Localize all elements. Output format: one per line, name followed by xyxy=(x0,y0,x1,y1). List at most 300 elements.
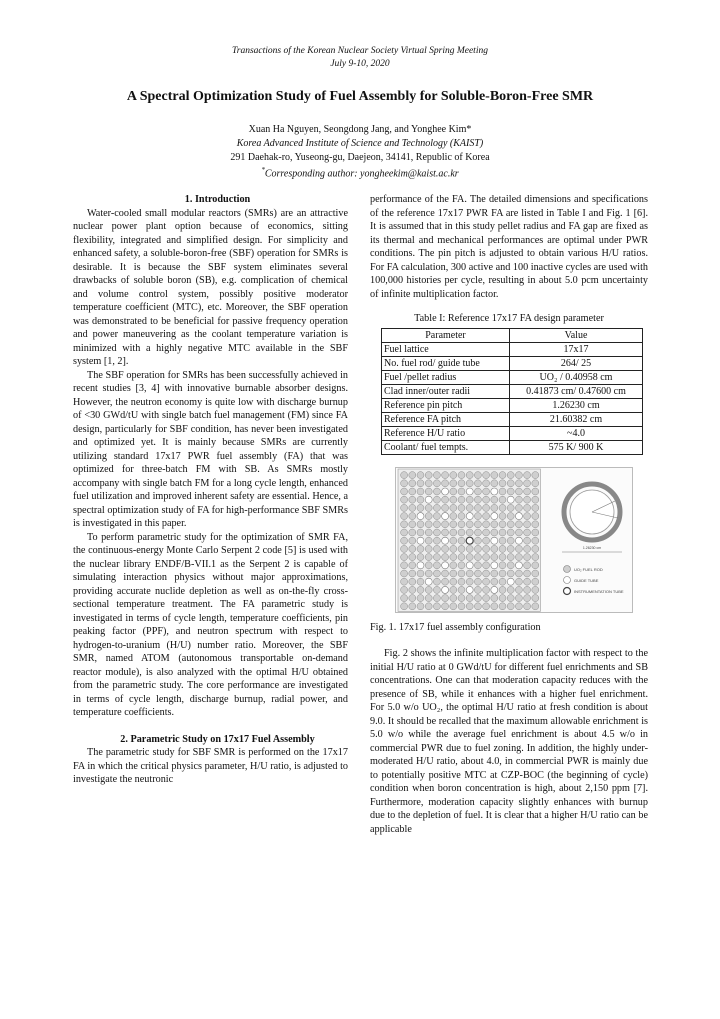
paragraph: The parametric study for SBF SMR is performed on the 17x17 FA in which the critical physics parameter, H/U ratio, is adjusted to investigate the neutronic xyxy=(73,747,348,785)
figure-caption: Fig. 1. 17x17 fuel assembly configuration xyxy=(370,621,541,633)
fuel-rod xyxy=(433,537,440,544)
fuel-rod xyxy=(491,602,498,609)
fuel-rod xyxy=(433,512,440,519)
guide-tube xyxy=(425,578,432,585)
fuel-rod xyxy=(458,471,465,478)
fuel-rod xyxy=(450,594,457,601)
section-heading-introduction: 1. Introduction xyxy=(184,194,251,205)
fuel-rod xyxy=(483,594,490,601)
fuel-rod xyxy=(499,586,506,593)
fuel-rod xyxy=(425,602,432,609)
fuel-rod xyxy=(458,529,465,536)
fuel-rod xyxy=(474,594,481,601)
fuel-rod xyxy=(515,488,522,495)
fuel-rod xyxy=(524,471,531,478)
fuel-rod xyxy=(483,545,490,552)
guide-tube xyxy=(515,512,522,519)
fuel-rod xyxy=(524,586,531,593)
fuel-rod xyxy=(433,496,440,503)
table-caption: Table I: Reference 17x17 FA design parameter xyxy=(414,313,604,324)
fuel-rod xyxy=(425,545,432,552)
fuel-lattice xyxy=(398,469,540,611)
table-row xyxy=(382,440,643,454)
fuel-rod xyxy=(499,471,506,478)
fuel-rod xyxy=(474,512,481,519)
fuel-rod xyxy=(425,553,432,560)
fuel-rod xyxy=(425,570,432,577)
guide-tube xyxy=(507,496,514,503)
fuel-rod xyxy=(450,512,457,519)
fuel-rod xyxy=(450,479,457,486)
fuel-rod xyxy=(532,537,539,544)
section-heading-parametric-study: 2. Parametric Study on 17x17 Fuel Assembly xyxy=(120,733,315,745)
fuel-rod xyxy=(409,488,416,495)
fuel-rod xyxy=(417,471,424,478)
fuel-rod xyxy=(499,570,506,577)
fuel-rod xyxy=(401,570,408,577)
fuel-rod xyxy=(491,471,498,478)
fuel-rod xyxy=(515,553,522,560)
fuel-rod xyxy=(417,488,424,495)
fuel-rod xyxy=(458,545,465,552)
corresponding-author xyxy=(0,166,720,179)
fuel-rod xyxy=(474,496,481,503)
design-parameter-table xyxy=(381,328,643,455)
guide-tube xyxy=(466,488,473,495)
fuel-rod xyxy=(409,537,416,544)
fuel-rod xyxy=(450,570,457,577)
paragraph: Water-cooled small modular reactors (SMRs) are an attractive nuclear power plant option because of economics, sitting flexibility, integrated and simplified design. For simplicity and enhanced safety, a soluble-boron-free (SBF) operation for SMRs is desirable. It is because the SBF system eliminates several drawbacks of soluble boron (SB), e.g. complication of chemical and volume control system, possibly positive moderator temperature coefficient (MTC), etc. Moreover, the SBF operation was demonstrated to be beneficial for passive frequency operation and power maneuvering as the coolant temperature variation is minimized with a highly negative MTC available in the SBF system [1, 2]. xyxy=(73,207,348,367)
fuel-rod xyxy=(483,561,490,568)
fuel-rod xyxy=(466,570,473,577)
fuel-rod xyxy=(524,520,531,527)
fuel-rod xyxy=(499,479,506,486)
fuel-rod xyxy=(425,504,432,511)
corresponding-mark: * xyxy=(261,166,265,174)
fuel-rod xyxy=(491,553,498,560)
fuel-rod xyxy=(466,602,473,609)
fuel-rod xyxy=(507,537,514,544)
pitch-dimension-label: 1.26230 cm xyxy=(582,545,602,550)
fuel-rod xyxy=(483,512,490,519)
paper-title: A Spectral Optimization Study of Fuel Assembly for Soluble-Boron-Free SMR xyxy=(126,89,594,104)
fuel-rod xyxy=(442,602,449,609)
table-cell: Clad inner/outer radii xyxy=(382,384,510,398)
fuel-rod xyxy=(499,537,506,544)
fuel-rod xyxy=(409,496,416,503)
paragraph: Fig. 2 shows the infinite multiplication factor with respect to the initial H/U ratio at 0 GWd/tU for different fuel enrichments and SB concentrations. One can that moderation capacity reduces with the presence of SB, while it enhances with a higher fuel enrichment. For 5.0 w/o UO₂, the optimal H/U ratio at fresh condition is about 9.0. It should be recalled that the maximum allowable enrichment is 5.0 w/o while the average fuel enrichment is about 4.5 w/o in commercial PWR due to fuel zoning. In addition, the highly under-moderated H/U ratio, about 4.0, in commercial PWR is mainly due to potentially positive MTC at CZP-BOC (the beginning of cycle) condition when boron concentration is high, about 2,150 ppm [7]. Furthermore, moderation capacity slightly enhances with burnup due to the depletion of fuel. It is clear that a higher H/U ratio can be applicable xyxy=(370,648,648,835)
fuel-rod xyxy=(458,578,465,585)
fuel-rod xyxy=(458,586,465,593)
fuel-rod xyxy=(458,520,465,527)
fuel-rod xyxy=(466,479,473,486)
journal-date: July 9-10, 2020 xyxy=(330,59,390,69)
fuel-rod xyxy=(474,578,481,585)
fuel-rod xyxy=(442,504,449,511)
fuel-rod xyxy=(515,594,522,601)
guide-tube xyxy=(515,561,522,568)
fuel-rod xyxy=(417,545,424,552)
fuel-rod xyxy=(409,520,416,527)
fuel-rod xyxy=(507,471,514,478)
fuel-rod xyxy=(474,537,481,544)
fuel-rod xyxy=(442,496,449,503)
fuel-rod xyxy=(450,553,457,560)
fuel-rod xyxy=(425,561,432,568)
fuel-rod xyxy=(450,602,457,609)
fuel-rod xyxy=(409,570,416,577)
fuel-rod xyxy=(442,545,449,552)
fuel-rod xyxy=(458,488,465,495)
fuel-rod xyxy=(515,504,522,511)
guide-tube xyxy=(442,512,449,519)
fuel-rod xyxy=(466,471,473,478)
fuel-rod xyxy=(524,479,531,486)
guide-tube xyxy=(466,561,473,568)
fuel-rod xyxy=(491,578,498,585)
fuel-rod xyxy=(401,561,408,568)
fuel-rod xyxy=(433,561,440,568)
fuel-rod xyxy=(524,504,531,511)
fuel-rod-legend-icon xyxy=(564,565,571,572)
fuel-rod xyxy=(401,488,408,495)
guide-tube xyxy=(417,512,424,519)
fuel-rod xyxy=(515,479,522,486)
table-cell: 17x17 xyxy=(510,342,643,356)
fuel-rod xyxy=(425,488,432,495)
fuel-rod xyxy=(466,520,473,527)
fuel-rod xyxy=(515,545,522,552)
fuel-rod xyxy=(507,545,514,552)
table-row xyxy=(382,398,643,412)
table-row xyxy=(382,384,643,398)
fuel-rod xyxy=(532,594,539,601)
fuel-rod xyxy=(425,529,432,536)
fuel-rod xyxy=(425,512,432,519)
fuel-rod xyxy=(524,602,531,609)
guide-tube xyxy=(442,586,449,593)
guide-tube xyxy=(491,537,498,544)
guide-tube xyxy=(491,488,498,495)
table-cell: Reference FA pitch xyxy=(382,412,510,426)
legend-label: INSTRUMENTATION TUBE xyxy=(574,588,624,594)
fuel-rod xyxy=(483,488,490,495)
fuel-rod xyxy=(524,496,531,503)
fuel-rod xyxy=(401,602,408,609)
guide-tube xyxy=(442,537,449,544)
institution: Korea Advanced Institute of Science and Technology (KAIST) xyxy=(236,138,484,149)
fuel-rod xyxy=(483,570,490,577)
fuel-rod xyxy=(417,553,424,560)
fuel-rod xyxy=(474,561,481,568)
fuel-rod xyxy=(433,570,440,577)
table-cell: ~4.0 xyxy=(510,426,643,440)
fuel-rod xyxy=(409,504,416,511)
fuel-rod xyxy=(499,529,506,536)
fuel-rod xyxy=(433,578,440,585)
fuel-rod xyxy=(524,561,531,568)
fuel-rod xyxy=(442,594,449,601)
table-row xyxy=(382,370,643,384)
fuel-rod xyxy=(499,553,506,560)
fuel-rod xyxy=(524,578,531,585)
fuel-rod xyxy=(409,512,416,519)
fuel-rod xyxy=(450,578,457,585)
table-cell: Fuel /pellet radius xyxy=(382,370,510,384)
fuel-rod xyxy=(466,578,473,585)
fuel-rod xyxy=(417,520,424,527)
figure-legend xyxy=(564,565,624,594)
fuel-rod xyxy=(474,529,481,536)
fuel-rod xyxy=(491,496,498,503)
fuel-rod xyxy=(499,504,506,511)
guide-tube xyxy=(417,537,424,544)
fuel-rod xyxy=(433,586,440,593)
fuel-rod xyxy=(507,586,514,593)
fuel-rod xyxy=(532,545,539,552)
fuel-rod xyxy=(474,488,481,495)
paragraph: To perform parametric study for the optimization of SMR FA, the continuous-energy Monte Carlo Serpent 2 code [5] is used with the nuclear library ENDF/B-VII.1 as the Serpent 2 is capable of simulating interaction physics without major approximations, providing accurate nuclide depletion as well as on-the-fly cross-sectional temperature treatment. The FA parametric study is investigated in terms of cycle length, temperature coefficients, pin peaking factor (PPF), and neutron spectrum with respect to hydrogen-to-uranium (H/U) number ratio. Moreover, the SBF SMR, named ATOM (autonomous transportable on-demand reactor module), is also analyzed with the optimal H/U obtained from the parametric study. The core performance are investigated in terms of cycle length, discharge burnup, radial power, and temperature coefficients. xyxy=(73,531,348,718)
guide-tube xyxy=(466,586,473,593)
fuel-rod xyxy=(450,471,457,478)
fuel-rod xyxy=(474,545,481,552)
table-header-cell: Value xyxy=(510,328,643,342)
fuel-rod xyxy=(474,479,481,486)
fuel-rod xyxy=(417,504,424,511)
fuel-rod xyxy=(474,570,481,577)
fuel-rod xyxy=(507,520,514,527)
fuel-rod xyxy=(507,479,514,486)
fuel-rod xyxy=(409,479,416,486)
table-cell: 0.41873 cm/ 0.47600 cm xyxy=(510,384,643,398)
left-column xyxy=(73,193,348,787)
address: 291 Daehak-ro, Yuseong-gu, Daejeon, 34141, Republic of Korea xyxy=(230,152,490,163)
fuel-rod xyxy=(401,529,408,536)
corresponding-text: Corresponding author: yongheekim@kaist.ac.kr xyxy=(264,168,459,180)
fuel-rod xyxy=(425,479,432,486)
fuel-rod xyxy=(483,537,490,544)
fuel-rod xyxy=(532,479,539,486)
table-cell: 21.60382 cm xyxy=(510,412,643,426)
fuel-rod xyxy=(532,561,539,568)
paragraph: performance of the FA. The detailed dimensions and specifications of the reference 17x17 PWR FA are listed in Table I and Fig. 1 [6]. It is assumed that in this study pellet radius and FA gap are fixed as its thermal and mechanical performances are optimal under PWR conditions. The pin pitch is adjusted to obtain various H/U ratios. For FA calculation, 300 active and 100 inactive cycles are used with 100,000 histories per cycle, resulting in about 5.0 pcm uncertainty of infinite multiplication factor. xyxy=(370,194,648,300)
fuel-rod xyxy=(458,504,465,511)
paragraph: The SBF operation for SMRs has been successfully achieved in recent studies [3, 4] with innovative burnable absorber designs. However, the neutron economy is quite low with discharge burnup of <30 GWd/tU with single batch fuel management (FM) since FA design, particularly for SBF condition, has never been investigated and optimized yet. It is mainly because SMRs are currently utilizing standard 17x17 PWR fuel assembly (FA) that was optimized for three-batch FM with SB. As SMRs mostly accompany with single batch FM for a long cycle length, enhanced fuel utilization and improved inherent safety are essential. Hence, a spectral optimization study of FA for high-performance SBF SMRs is investigated in this paper. xyxy=(73,369,348,529)
fuel-assembly-diagram xyxy=(396,468,632,612)
fuel-rod xyxy=(532,488,539,495)
table-cell: 575 K/ 900 K xyxy=(510,440,643,454)
authors: Xuan Ha Nguyen, Seongdong Jang, and Yonghee Kim* xyxy=(248,124,472,135)
fuel-rod xyxy=(417,529,424,536)
table-row xyxy=(382,426,643,440)
fuel-rod xyxy=(524,570,531,577)
table-header-cell: Parameter xyxy=(382,328,510,342)
fuel-rod xyxy=(515,520,522,527)
fuel-rod xyxy=(474,602,481,609)
fuel-rod xyxy=(466,553,473,560)
fuel-rod xyxy=(401,496,408,503)
fuel-rod xyxy=(425,471,432,478)
fuel-rod xyxy=(417,578,424,585)
fuel-rod xyxy=(532,578,539,585)
fuel-rod xyxy=(417,602,424,609)
fuel-rod xyxy=(442,553,449,560)
fuel-rod xyxy=(425,520,432,527)
fuel-rod xyxy=(409,553,416,560)
fuel-rod xyxy=(524,529,531,536)
fuel-rod xyxy=(483,602,490,609)
fuel-rod xyxy=(458,561,465,568)
fuel-rod xyxy=(433,479,440,486)
fuel-rod xyxy=(433,594,440,601)
fuel-rod xyxy=(499,578,506,585)
guide-tube xyxy=(491,512,498,519)
guide-tube xyxy=(442,488,449,495)
right-column xyxy=(370,193,648,836)
fuel-rod xyxy=(458,570,465,577)
fuel-rod xyxy=(401,594,408,601)
fuel-rod xyxy=(532,529,539,536)
fuel-rod xyxy=(532,586,539,593)
table-row xyxy=(382,356,643,370)
fuel-rod xyxy=(483,504,490,511)
fuel-rod xyxy=(491,570,498,577)
fuel-rod xyxy=(409,529,416,536)
fuel-rod xyxy=(401,545,408,552)
fuel-rod xyxy=(450,561,457,568)
fuel-rod xyxy=(442,578,449,585)
fuel-rod xyxy=(458,496,465,503)
fuel-rod xyxy=(458,594,465,601)
table-cell: Reference pin pitch xyxy=(382,398,510,412)
fuel-rod xyxy=(433,553,440,560)
fuel-rod xyxy=(425,594,432,601)
fuel-rod xyxy=(515,586,522,593)
fuel-rod xyxy=(450,504,457,511)
fuel-rod xyxy=(450,488,457,495)
fuel-rod xyxy=(524,594,531,601)
fuel-rod xyxy=(532,504,539,511)
table-cell: No. fuel rod/ guide tube xyxy=(382,356,510,370)
fuel-rod xyxy=(532,570,539,577)
table-cell: Reference H/U ratio xyxy=(382,426,510,440)
fuel-rod xyxy=(442,520,449,527)
fuel-rod xyxy=(532,512,539,519)
fuel-rod xyxy=(442,570,449,577)
fuel-rod xyxy=(409,602,416,609)
fuel-rod xyxy=(491,545,498,552)
fuel-rod xyxy=(524,512,531,519)
fuel-rod xyxy=(491,594,498,601)
fuel-rod xyxy=(491,479,498,486)
fuel-rod xyxy=(409,578,416,585)
guide-tube xyxy=(491,561,498,568)
fuel-rod xyxy=(499,488,506,495)
fuel-rod xyxy=(450,537,457,544)
fuel-rod xyxy=(458,537,465,544)
fuel-rod xyxy=(474,471,481,478)
fuel-rod xyxy=(401,471,408,478)
fuel-rod xyxy=(507,553,514,560)
journal-header: Transactions of the Korean Nuclear Society Virtual Spring Meeting xyxy=(232,46,488,56)
fuel-rod xyxy=(450,520,457,527)
fuel-rod xyxy=(507,529,514,536)
fuel-rod xyxy=(458,512,465,519)
fuel-rod xyxy=(483,520,490,527)
guide-tube xyxy=(417,561,424,568)
fuel-rod xyxy=(499,561,506,568)
fuel-rod xyxy=(466,529,473,536)
fuel-rod xyxy=(425,537,432,544)
fuel-rod xyxy=(417,496,424,503)
fuel-rod xyxy=(483,479,490,486)
fuel-rod xyxy=(483,496,490,503)
fuel-rod xyxy=(409,561,416,568)
fuel-rod xyxy=(499,496,506,503)
guide-tube xyxy=(466,512,473,519)
guide-tube-legend-icon xyxy=(564,576,571,583)
guide-tube xyxy=(507,578,514,585)
fuel-rod xyxy=(401,553,408,560)
fuel-rod xyxy=(524,488,531,495)
fuel-rod xyxy=(466,594,473,601)
fuel-rod xyxy=(507,570,514,577)
fuel-rod xyxy=(409,586,416,593)
fuel-rod xyxy=(458,602,465,609)
fuel-rod xyxy=(466,545,473,552)
fuel-rod xyxy=(483,578,490,585)
fuel-rod xyxy=(466,496,473,503)
fuel-rod xyxy=(401,578,408,585)
fuel-rod xyxy=(474,586,481,593)
guide-tube xyxy=(515,537,522,544)
table-row xyxy=(382,342,643,356)
table-cell: UO₂ / 0.40958 cm xyxy=(510,370,643,384)
fuel-rod xyxy=(499,545,506,552)
table-cell: 264/ 25 xyxy=(510,356,643,370)
fuel-rod xyxy=(401,479,408,486)
fuel-rod xyxy=(499,594,506,601)
fuel-rod xyxy=(417,570,424,577)
fuel-rod xyxy=(450,529,457,536)
fuel-rod xyxy=(433,488,440,495)
table-row xyxy=(382,412,643,426)
fuel-rod xyxy=(507,512,514,519)
fuel-rod xyxy=(450,496,457,503)
fuel-rod xyxy=(401,504,408,511)
fuel-rod xyxy=(524,537,531,544)
fuel-rod xyxy=(491,504,498,511)
fuel-rod xyxy=(483,529,490,536)
fuel-rod xyxy=(532,471,539,478)
guide-tube xyxy=(425,496,432,503)
fuel-rod xyxy=(515,578,522,585)
fuel-rod xyxy=(491,529,498,536)
fuel-rod xyxy=(499,602,506,609)
fuel-rod xyxy=(532,520,539,527)
fuel-rod xyxy=(433,504,440,511)
fuel-rod xyxy=(483,553,490,560)
table-header-row xyxy=(382,328,643,342)
fuel-rod xyxy=(417,586,424,593)
fuel-rod xyxy=(507,594,514,601)
pin-detail xyxy=(562,484,622,552)
fuel-rod xyxy=(507,504,514,511)
fuel-rod xyxy=(458,553,465,560)
fuel-rod xyxy=(401,520,408,527)
fuel-rod xyxy=(401,586,408,593)
fuel-rod xyxy=(491,520,498,527)
